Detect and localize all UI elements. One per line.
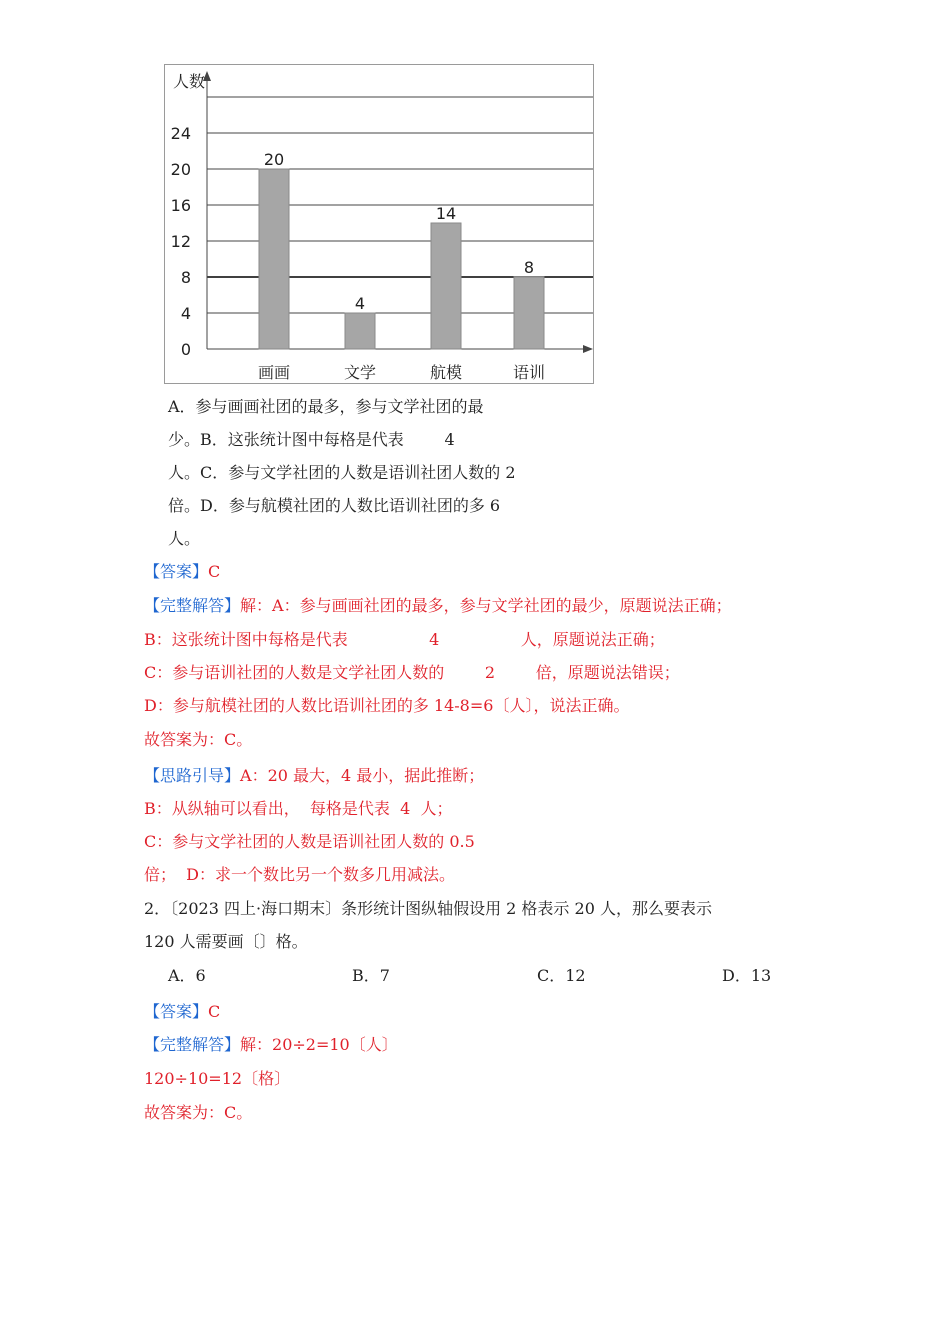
data-label: 8: [523, 258, 535, 277]
solution-text: 解：A：参与画画社团的最多，参与文学社团的最少，原题说法正确；: [240, 596, 732, 615]
y-tick-label: 24: [170, 124, 191, 143]
q1-hint-2: B：从纵轴可以看出， 每格是代表 4 人；: [144, 799, 453, 818]
y-axis-label: 人数: [173, 72, 206, 91]
q2-answer: [144, 1002, 220, 1022]
q2-option-c: C．12: [537, 966, 586, 985]
y-tick-label: 0: [180, 340, 191, 359]
q1-option-e: 人。: [168, 529, 201, 548]
q1-hint-3: C：参与文学社团的人数是语训社团人数的 0.5: [144, 832, 475, 851]
y-tick-label: 12: [170, 232, 191, 251]
y-tick-label: 4: [180, 304, 191, 323]
q1-option-d: 倍。D．参与航模社团的人数比语训社团的多 6: [168, 496, 501, 515]
solution-tag: 【完整解答】: [144, 1035, 241, 1054]
q2-option-d: D．13: [722, 966, 772, 985]
q1-option-c: 人。C．参与文学社团的人数是语训社团人数的 2: [168, 463, 516, 482]
data-label: 20: [263, 150, 285, 169]
x-tick-label: 语训: [512, 363, 546, 382]
bar-chart: [164, 64, 594, 384]
q2-solution-2: 120÷10=12〔格〕: [144, 1069, 291, 1088]
q1-solution-2: B：这张统计图中每格是代表 4 人，原题说法正确；: [144, 630, 665, 649]
bar: [345, 313, 375, 349]
x-tick-label: 航模: [429, 363, 463, 382]
q2-solution-1: [144, 1035, 398, 1055]
q1-solution-4: D：参与航模社团的人数比语训社团的多 14-8=6〔人〕，说法正确。: [144, 696, 630, 715]
answer-value: C: [208, 562, 221, 581]
y-tick-label: 8: [180, 268, 191, 287]
hint-text: A：20 最大，4 最小，据此推断；: [240, 766, 485, 785]
bar: [259, 169, 289, 349]
q2-option-b: B．7: [352, 966, 390, 985]
q1-hint-4: 倍； D：求一个数比另一个数多几用减法。: [144, 865, 456, 884]
q1-solution-1: [144, 596, 732, 616]
hint-tag: 【思路引导】: [144, 766, 241, 785]
q2-stem-2: 120 人需要画〔〕格。: [144, 932, 308, 951]
q1-option-b: 少。B．这张统计图中每格是代表 4: [168, 430, 455, 449]
answer-tag: 【答案】: [144, 1002, 209, 1021]
q1-answer: [144, 562, 220, 582]
answer-value: C: [208, 1002, 221, 1021]
q1-solution-3: C：参与语训社团的人数是文学社团人数的 2 倍，原题说法错误；: [144, 663, 680, 682]
data-label: 14: [435, 204, 457, 223]
y-tick-label: 16: [170, 196, 191, 215]
data-label: 4: [354, 294, 366, 313]
solution-tag: 【完整解答】: [144, 596, 241, 615]
q2-solution-3: 故答案为：C。: [144, 1103, 253, 1122]
bar: [431, 223, 461, 349]
q1-hint-1: [144, 766, 484, 786]
q2-option-a: A．6: [168, 966, 206, 985]
answer-tag: 【答案】: [144, 562, 209, 581]
bar-chart-svg: [165, 65, 595, 385]
x-tick-label: 文学: [343, 363, 377, 382]
x-axis-arrow: [583, 345, 593, 353]
q1-solution-5: 故答案为：C。: [144, 730, 253, 749]
y-tick-label: 20: [170, 160, 191, 179]
q1-option-a: A．参与画画社团的最多，参与文学社团的最: [168, 397, 484, 416]
solution-text: 解：20÷2=10〔人〕: [240, 1035, 398, 1054]
q2-stem-1: 2．〔2023 四上·海口期末〕条形统计图纵轴假设用 2 格表示 20 人，那么要表示: [144, 899, 712, 918]
bar: [514, 277, 544, 349]
x-tick-label: 画画: [257, 363, 291, 382]
